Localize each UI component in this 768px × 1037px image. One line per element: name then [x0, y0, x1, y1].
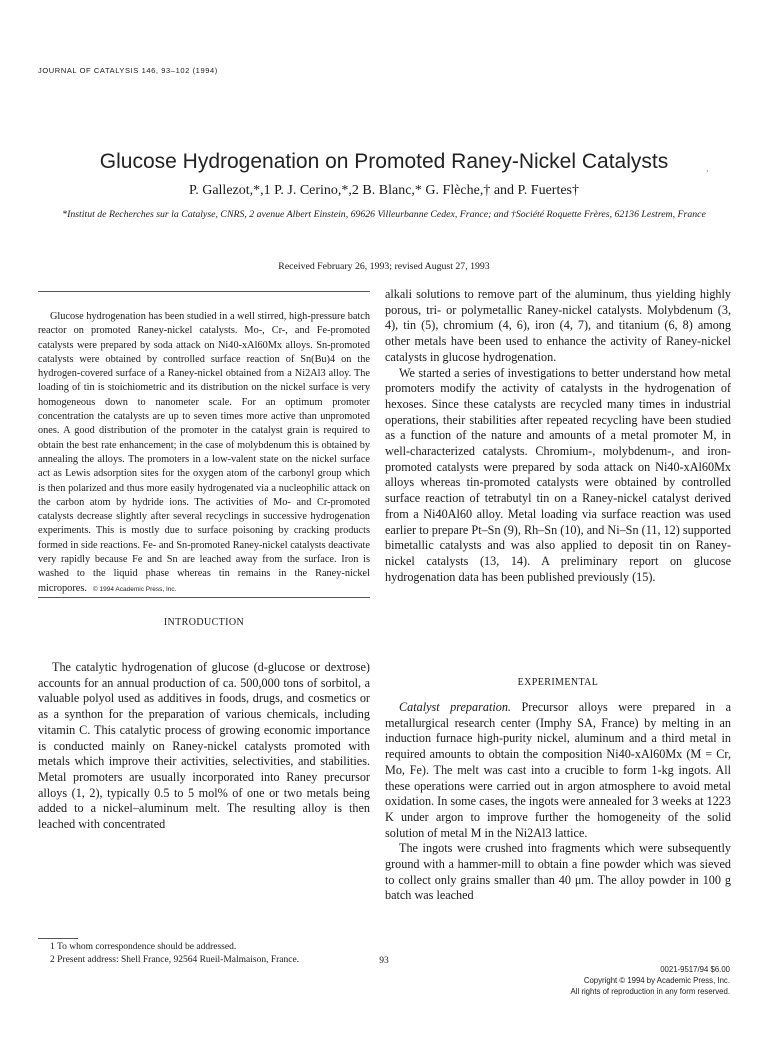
- introduction-body: [38, 660, 370, 833]
- footnote-rule: [38, 938, 78, 939]
- paragraph-text: Precursor alloys were prepared in a metallurgical research center (Imphy SA, France) by melting in an induction furnace high-purity nickel, aluminum and a third metal in required amounts to obtain the composition Ni40-xAl60Mx (M = Cr, Mo, Fe). The melt was cast into a crucible to form 1-kg ingots. All these operations were carried out in argon atmosphere to avoid metal oxidation. In some cases, the ingots were annealed for 3 weeks at 1223 K under argon to improve further the homogeneity of the solid solution of metal M in the Ni2Al3 lattice.: [385, 700, 732, 840]
- paragraph: The catalytic hydrogenation of glucose (d-glucose or dextrose) accounts for an annual production of ca. 500,000 tons of sorbitol, a valuable polyol used as additives in foods, drugs, and cosmetics or as a synthon for the preparation of various chemicals, including vitamin C. This catalytic process of growing economic importance is conducted mainly on Raney-nickel catalysts promoted with metals which improve their activities, selectivities, and stabilities. Metal promoters are usually incorporated into Raney precursor alloys (1, 2), typically 0.5 to 5 mol% of one or two metals being added to a nickel–aluminum melt. The resulting alloy is then leached with concentrated: [38, 660, 370, 832]
- footnote: 2 Present address: Shell France, 92564 Rueil-Malmaison, France.: [50, 955, 300, 965]
- paragraph: The ingots were crushed into fragments which were subsequently ground with a hammer-mill to obtain a fine powder which was sieved to collect only grains smaller than 40 μm. The alloy powder in 100 g batch was leached: [385, 841, 731, 903]
- publisher-block: [571, 964, 730, 997]
- scan-mark: ,: [706, 163, 709, 174]
- footnote: 1 To whom correspondence should be addressed.: [50, 942, 237, 952]
- experimental-body: [385, 700, 731, 904]
- intro-continued-column: [385, 287, 731, 585]
- abstract-top-rule: [38, 291, 370, 292]
- affiliation: *Institut de Recherches sur la Catalyse, CNRS, 2 avenue Albert Einstein, 69626 Villeurbanne Cedex, France; and †Société Roquette Frères, 62136 Lestrem, France: [62, 209, 706, 220]
- paragraph: [385, 700, 731, 841]
- section-heading-introduction: INTRODUCTION: [163, 617, 245, 628]
- paragraph: alkali solutions to remove part of the aluminum, thus yielding highly porous, tri- or polymetallic Raney-nickel catalysts. Molybdenum (3, 4), tin (5), chromium (4, 6), iron (4, 7), and titanium (6, 8) among other metals have been used to enhance the activity of Raney-nickel catalysts in glucose hydrogenation.: [385, 287, 731, 364]
- page-number: 93: [379, 956, 389, 966]
- abstract-bottom-rule: [38, 597, 370, 598]
- abstract-copyright: © 1994 Academic Press, Inc.: [92, 585, 177, 593]
- publisher-copyright: Copyright © 1994 by Academic Press, Inc.: [583, 976, 730, 985]
- paragraph: We started a series of investigations to better understand how metal promoters modify the activity of catalysts in the hydrogenation of hexoses. Since these catalysts are recycled many times in industrial operations, their stabilities after repeated recycling have been studied as a function of the nature and amounts of a metal promoter M, in well-characterized catalysts. Chromium-, molybdenum-, and iron-promoted catalysts were prepared by soda attack on Ni40-xAl60Mx alloys whereas tin-promoted catalysts were obtained by controlled surface reaction of tetrabutyl tin on a Raney-nickel catalyst derived from a Ni40Al60 alloy. Metal loading via surface reaction was used earlier to prepare Pt–Sn (9), Rh–Sn (10), and Ni–Sn (11, 12) supported bimetallic catalysts and was also applied to deposit tin on Raney-nickel catalysts (13, 14). A preliminary report on glucose hydrogenation data has been published previously (15).: [385, 365, 731, 584]
- section-heading-experimental: EXPERIMENTAL: [517, 677, 599, 688]
- journal-header: JOURNAL OF CATALYSIS 146, 93–102 (1994): [38, 66, 218, 75]
- author-list: P. Gallezot,*,1 P. J. Cerino,*,2 B. Blanc,* G. Flèche,† and P. Fuertes†: [188, 183, 580, 198]
- abstract-text: Glucose hydrogenation has been studied in a well stirred, high-pressure batch reactor on promoted Raney-nickel catalysts. Mo-, Cr-, and Fe-promoted catalysts were prepared by soda attack on Ni40-xAl60Mx alloys. Sn-promoted catalysts were obtained by controlled surface reaction of Sn(Bu)4 on the hydrogen-covered surface of a Raney-nickel obtained from a Ni2Al3 alloy. The loading of tin is stoichiometric and its distribution on the nickel surface is very homogeneous down to nanometer scale. For an optimum promoter concentration the catalysts are up to seven times more active than unpromoted ones. A good distribution of the promoter in the catalyst grain is required to obtain the best rate enhancement; in the case of molybdenum this is obtained by annealing the alloys. The promoters in a low-valent state on the nickel surface act as Lewis adsorption sites for the oxygen atom of the carbonyl group which is then polarized and thus more easily hydrogenated via a nucleophilic attack on the carbon atom by hydride ions. The activities of Mo- and Cr-promoted catalysts decrease slightly after several recyclings in successive hydrogenation experiments. This is mostly due to surface poisoning by cracking products formed in side reactions. Fe- and Sn-promoted Raney-nickel catalysts deactivate very rapidly because Fe and Sn are leached away from the surface. Iron is washed to the liquid phase whereas tin remains in the Raney-nickel micropores.: [38, 311, 370, 594]
- rights-notice: All rights of reproduction in any form reserved.: [570, 987, 730, 996]
- article-title: Glucose Hydrogenation on Promoted Raney-Nickel Catalysts: [99, 150, 669, 173]
- subsection-lead: Catalyst preparation.: [399, 700, 511, 714]
- abstract: [38, 310, 370, 597]
- issn: 0021-9517/94 $6.00: [660, 965, 730, 974]
- received-dates: Received February 26, 1993; revised August 27, 1993: [278, 261, 490, 272]
